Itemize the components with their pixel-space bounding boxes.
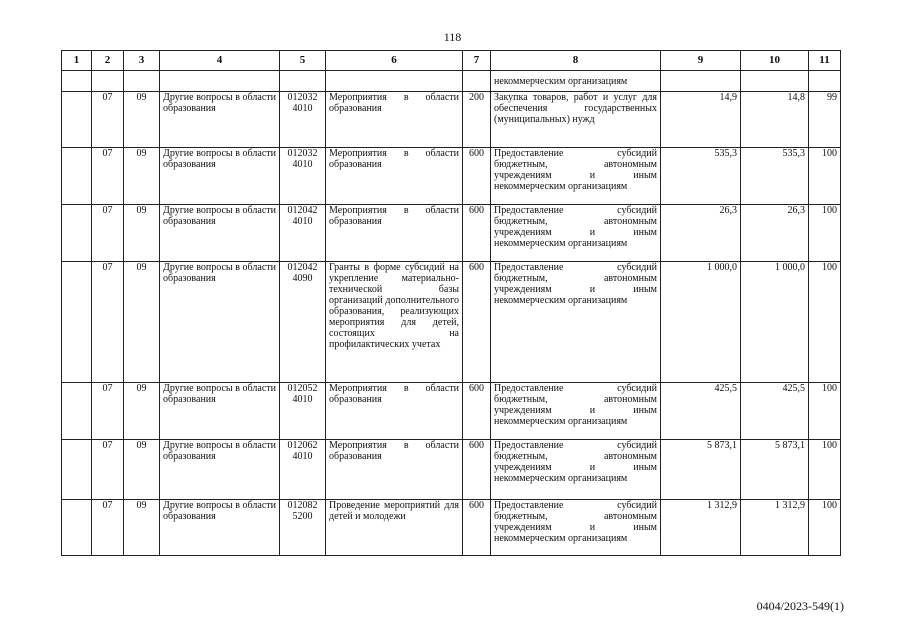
table-row [62, 262, 841, 383]
target-article-part: 4010 [292, 216, 313, 227]
target-article-cell [280, 500, 326, 556]
target-article-part: 4090 [292, 273, 313, 284]
section-name-cell: Другие вопросы в области образования [160, 383, 280, 440]
subsection-cell: 09 [124, 205, 160, 262]
executed-amount-cell: 26,3 [741, 205, 809, 262]
planned-amount-cell: 5 873,1 [661, 440, 741, 500]
header-cell: 6 [326, 51, 463, 71]
empty-cell [62, 500, 92, 556]
expense-type-cell: некоммерческим организациям [491, 71, 661, 92]
section-cell: 07 [92, 205, 124, 262]
expense-code-cell: 600 [463, 500, 491, 556]
target-article-part: 012042 [287, 205, 318, 216]
planned-amount-cell: 535,3 [661, 148, 741, 205]
expense-type-cell: Предоставление субсидий бюджетным, автономным учреждениям и иным некоммерческим организациям [491, 440, 661, 500]
executed-amount-cell: 1 312,9 [741, 500, 809, 556]
header-cell: 8 [491, 51, 661, 71]
target-article-part: 012052 [287, 383, 318, 394]
target-article-part: 012082 [287, 500, 318, 511]
target-article-cell [280, 205, 326, 262]
empty-cell [62, 92, 92, 148]
expense-code-cell: 600 [463, 383, 491, 440]
planned-amount-cell: 14,9 [661, 92, 741, 148]
target-article-part: 012032 [287, 92, 318, 103]
section-name-cell: Другие вопросы в области образования [160, 92, 280, 148]
target-article-cell [280, 383, 326, 440]
target-article-part: 012042 [287, 262, 318, 273]
table-row [62, 500, 841, 556]
executed-amount-cell: 425,5 [741, 383, 809, 440]
table-row [62, 92, 841, 148]
subsection-cell: 09 [124, 383, 160, 440]
expense-code-cell: 600 [463, 262, 491, 383]
percent-cell: 100 [809, 148, 841, 205]
event-name-cell: Гранты в форме субсидий на укрепление материально-технической базы организаций дополнительного образования, реализующих мероприятия для детей, состоящих на профилактических учетах [326, 262, 463, 383]
expense-type-cell: Предоставление субсидий бюджетным, автономным учреждениям и иным некоммерческим организациям [491, 500, 661, 556]
header-row [62, 51, 841, 71]
header-cell: 11 [809, 51, 841, 71]
target-article-cell [280, 148, 326, 205]
percent-cell: 100 [809, 500, 841, 556]
empty-cell [62, 148, 92, 205]
section-cell: 07 [92, 500, 124, 556]
table-row [62, 440, 841, 500]
expense-type-cell: Закупка товаров, работ и услуг для обеспечения государственных (муниципальных) нужд [491, 92, 661, 148]
executed-amount-cell: 14,8 [741, 92, 809, 148]
section-name-cell: Другие вопросы в области образования [160, 205, 280, 262]
percent-cell: 100 [809, 440, 841, 500]
expense-code-cell: 200 [463, 92, 491, 148]
planned-amount-cell: 425,5 [661, 383, 741, 440]
continuation-row [62, 71, 841, 92]
section-cell: 07 [92, 148, 124, 205]
expense-type-cell: Предоставление субсидий бюджетным, автономным учреждениям и иным некоммерческим организациям [491, 383, 661, 440]
header-cell: 5 [280, 51, 326, 71]
budget-table [61, 50, 841, 556]
percent-cell: 100 [809, 262, 841, 383]
executed-amount-cell: 5 873,1 [741, 440, 809, 500]
header-cell: 2 [92, 51, 124, 71]
executed-amount-cell: 535,3 [741, 148, 809, 205]
expense-code-cell: 600 [463, 205, 491, 262]
planned-amount-cell: 1 312,9 [661, 500, 741, 556]
expense-type-cell: Предоставление субсидий бюджетным, автономным учреждениям и иным некоммерческим организациям [491, 205, 661, 262]
percent-cell: 99 [809, 92, 841, 148]
section-name-cell: Другие вопросы в области образования [160, 262, 280, 383]
section-cell: 07 [92, 92, 124, 148]
header-cell: 3 [124, 51, 160, 71]
section-cell: 07 [92, 262, 124, 383]
subsection-cell: 09 [124, 148, 160, 205]
event-name-cell: Мероприятия в области образования [326, 205, 463, 262]
expense-type-cell: Предоставление субсидий бюджетным, автономным учреждениям и иным некоммерческим организациям [491, 148, 661, 205]
event-name-cell: Мероприятия в области образования [326, 440, 463, 500]
target-article-part: 012032 [287, 148, 318, 159]
header-cell: 4 [160, 51, 280, 71]
target-article-part: 4010 [292, 451, 313, 462]
event-name-cell: Проведение мероприятий для детей и молодежи [326, 500, 463, 556]
header-cell: 1 [62, 51, 92, 71]
empty-cell [62, 383, 92, 440]
target-article-cell [280, 92, 326, 148]
document-code: 0404/2023-549(1) [756, 599, 844, 613]
expense-type-cell: Предоставление субсидий бюджетным, автономным учреждениям и иным некоммерческим организациям [491, 262, 661, 383]
target-article-part: 4010 [292, 394, 313, 405]
subsection-cell: 09 [124, 92, 160, 148]
event-name-cell: Мероприятия в области образования [326, 383, 463, 440]
executed-amount-cell: 1 000,0 [741, 262, 809, 383]
target-article-cell [280, 440, 326, 500]
target-article-part: 4010 [292, 159, 313, 170]
percent-cell: 100 [809, 205, 841, 262]
table-row [62, 383, 841, 440]
target-article-part: 5200 [292, 511, 313, 522]
subsection-cell: 09 [124, 500, 160, 556]
header-cell: 9 [661, 51, 741, 71]
target-article-cell [280, 262, 326, 383]
target-article-part: 4010 [292, 103, 313, 114]
empty-cell [62, 440, 92, 500]
header-cell: 7 [463, 51, 491, 71]
header-cell: 10 [741, 51, 809, 71]
section-name-cell: Другие вопросы в области образования [160, 440, 280, 500]
expense-code-cell: 600 [463, 148, 491, 205]
page-number: 118 [443, 30, 462, 44]
table-row [62, 148, 841, 205]
section-cell: 07 [92, 440, 124, 500]
subsection-cell: 09 [124, 262, 160, 383]
event-name-cell: Мероприятия в области образования [326, 92, 463, 148]
expense-code-cell: 600 [463, 440, 491, 500]
event-name-cell: Мероприятия в области образования [326, 148, 463, 205]
table-row [62, 205, 841, 262]
empty-cell [62, 205, 92, 262]
percent-cell: 100 [809, 383, 841, 440]
target-article-part: 012062 [287, 440, 318, 451]
section-cell: 07 [92, 383, 124, 440]
planned-amount-cell: 1 000,0 [661, 262, 741, 383]
empty-cell [62, 262, 92, 383]
section-name-cell: Другие вопросы в области образования [160, 500, 280, 556]
planned-amount-cell: 26,3 [661, 205, 741, 262]
section-name-cell: Другие вопросы в области образования [160, 148, 280, 205]
subsection-cell: 09 [124, 440, 160, 500]
